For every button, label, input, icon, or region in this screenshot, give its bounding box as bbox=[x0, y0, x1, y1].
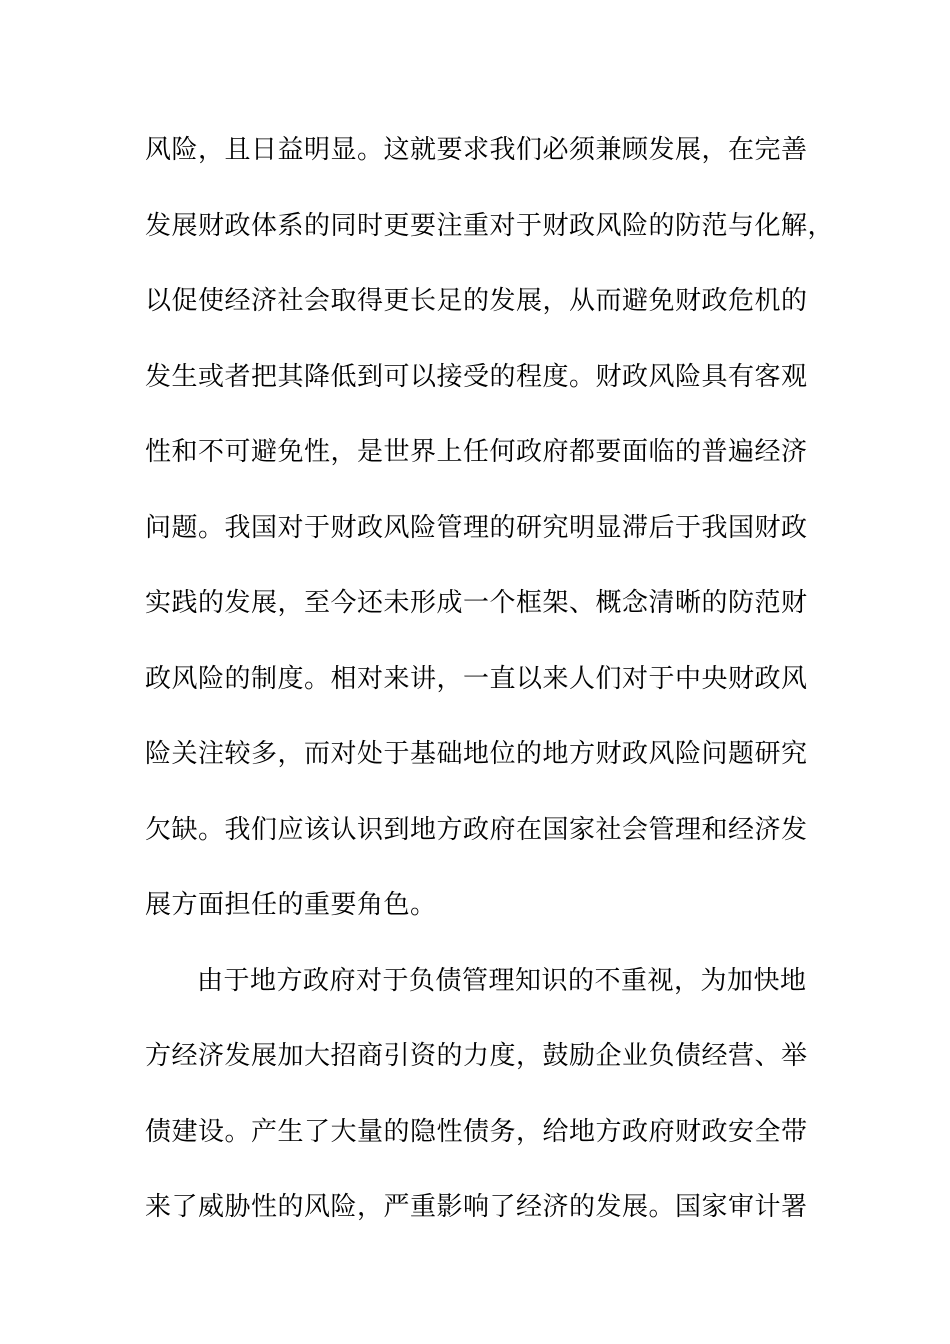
text-line: 方经济发展加大招商引资的力度，鼓励企业负债经营、举 bbox=[145, 1041, 808, 1071]
text-line: 险关注较多，而对处于基础地位的地方财政风险问题研究 bbox=[145, 739, 808, 769]
text-line: 债建设。产生了大量的隐性债务，给地方政府财政安全带 bbox=[145, 1117, 808, 1147]
text-line: 来了威胁性的风险，严重影响了经济的发展。国家审计署 bbox=[145, 1192, 808, 1222]
text-line: 性和不可避免性，是世界上任何政府都要面临的普遍经济 bbox=[145, 437, 808, 467]
text-line: 政风险的制度。相对来讲，一直以来人们对于中央财政风 bbox=[145, 664, 808, 694]
text-line: 以促使经济社会取得更长足的发展，从而避免财政危机的 bbox=[145, 286, 808, 316]
text-line: 发生或者把其降低到可以接受的程度。财政风险具有客观 bbox=[145, 362, 808, 392]
text-line: 问题。我国对于财政风险管理的研究明显滞后于我国财政 bbox=[145, 513, 808, 543]
text-line: 发展财政体系的同时更要注重对于财政风险的防范与化解， bbox=[145, 211, 835, 241]
text-line: 实践的发展，至今还未形成一个框架、概念清晰的防范财 bbox=[145, 588, 808, 618]
text-line: 欠缺。我们应该认识到地方政府在国家社会管理和经济发 bbox=[145, 815, 808, 845]
paragraph-start-line: 由于地方政府对于负债管理知识的不重视，为加快地 bbox=[197, 966, 807, 996]
text-line: 展方面担任的重要角色。 bbox=[145, 890, 437, 920]
text-line: 风险，且日益明显。这就要求我们必须兼顾发展，在完善 bbox=[145, 135, 808, 165]
